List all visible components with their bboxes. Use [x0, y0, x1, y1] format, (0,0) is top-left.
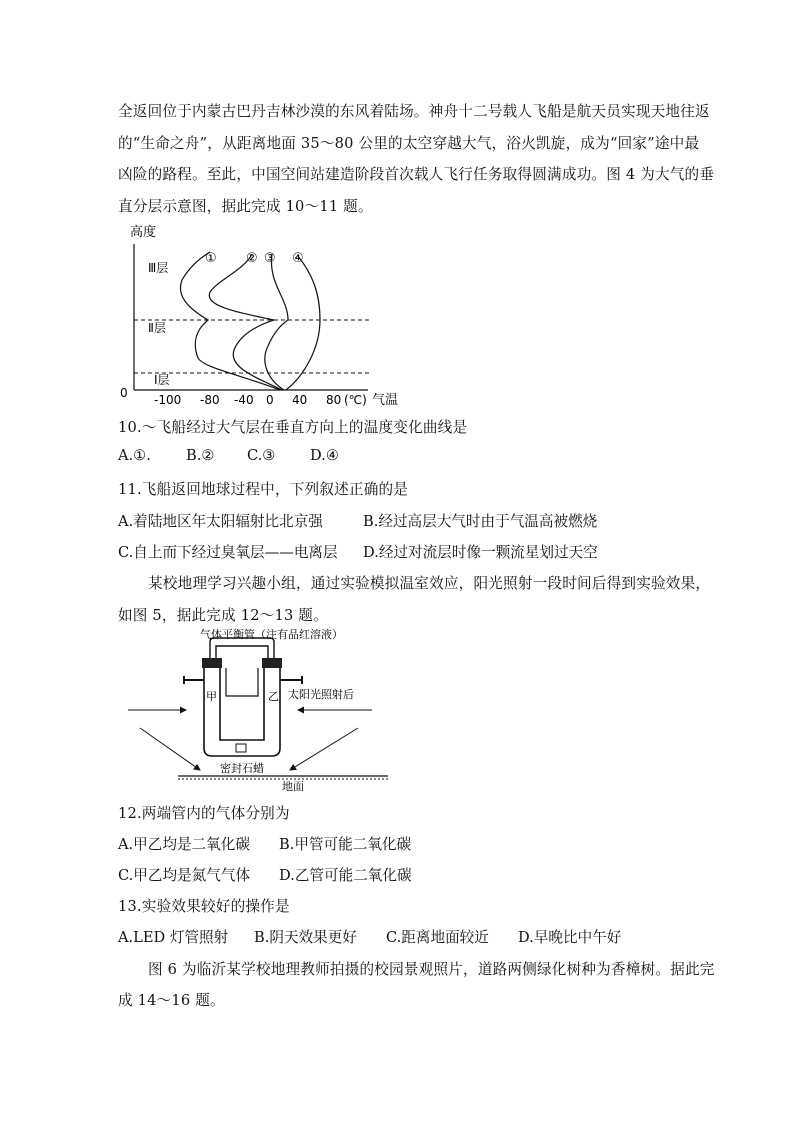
- x-tick-3: -40: [234, 393, 254, 407]
- wax-label: 密封石蜡: [220, 762, 264, 775]
- experiment-line-2: 如图 5，据此完成 12～13 题。: [118, 607, 328, 624]
- right-stopper: [262, 658, 282, 668]
- intro-line-4: 直分层示意图，据此完成 10～11 题。: [118, 198, 373, 215]
- sunlight-label: 太阳光照射后: [288, 688, 354, 701]
- temperature-curve-4: [286, 256, 320, 390]
- outro-line-1: 图 6 为临沂某学校地理教师拍摄的校园景观照片，道路两侧绿化树种为香樟树。据此完: [148, 961, 715, 978]
- x-tick-6: 80: [326, 393, 342, 407]
- light-arrow-right-diagonal: [290, 728, 358, 770]
- q11-option-b: B.经过高层大气时由于气温高被燃烧: [363, 513, 598, 530]
- q12-option-c: C.甲乙均是氮气气体: [118, 867, 251, 884]
- q11-stem: 11.飞船返回地球过程中，下列叙述正确的是: [118, 481, 409, 498]
- right-tube-label: 乙: [268, 690, 279, 703]
- balance-tube-label: 气体平衡管（注有品红溶液）: [200, 628, 343, 641]
- ground-label: 地面: [282, 780, 304, 793]
- intro-line-1: 全返回位于内蒙古巴丹吉林沙漠的东风着陆场。神舟十二号载人飞船是航天员实现天地往返: [118, 103, 710, 120]
- figure-5-experiment-diagram: [122, 624, 394, 794]
- q13-option-a: A.LED 灯管照射: [118, 929, 229, 946]
- x-axis-label: 气温: [372, 393, 399, 408]
- x-tick-4: 0: [266, 393, 274, 407]
- right-valve: [280, 676, 302, 684]
- origin-label: 0: [120, 386, 128, 400]
- q12-option-a: A.甲乙均是二氧化碳: [118, 836, 250, 853]
- temperature-curve-1: [180, 252, 280, 390]
- q11-option-d: D.经过对流层时像一颗流星划过天空: [363, 544, 598, 561]
- left-tube-label: 甲: [206, 690, 217, 703]
- balance-tube: [210, 638, 274, 660]
- q13-stem: 13.实验效果较好的操作是: [118, 898, 290, 915]
- intro-line-3: 凶险的路程。至此，中国空间站建造阶段首次载人飞行任务取得圆满成功。图 4 为大气的垂: [118, 166, 715, 183]
- experiment-line-1: 某校地理学习兴趣小组，通过实验模拟温室效应，阳光照射一段时间后得到实验效果，: [148, 575, 711, 592]
- q10-option-b: B.②: [186, 447, 215, 464]
- light-arrow-left-diagonal: [140, 728, 200, 770]
- curve-label-2: ②: [246, 251, 258, 266]
- q13-option-b: B.阴天效果更好: [254, 929, 357, 946]
- layer-3-label: Ⅲ层: [148, 261, 169, 275]
- x-tick-2: -80: [200, 393, 220, 407]
- q10-option-a: A.①.: [118, 447, 151, 464]
- q13-option-c: C.距离地面较近: [386, 929, 489, 946]
- x-tick-1: -100: [154, 393, 182, 407]
- left-valve: [184, 676, 204, 684]
- intro-line-2: 的“生命之舟”，从距离地面 35～80 公里的太空穿越大气，浴火凯旋，成为“回家”途中最: [118, 135, 700, 152]
- liquid-column: [226, 668, 258, 696]
- layer-2-label: Ⅱ层: [148, 321, 166, 335]
- q10-stem: 10.～飞船经过大气层在垂直方向上的温度变化曲线是: [118, 419, 468, 436]
- wax-seal: [236, 744, 246, 752]
- q13-option-d: D.早晚比中午好: [518, 929, 622, 946]
- curve-label-4: ④: [292, 251, 304, 266]
- x-tick-5: 40: [292, 393, 308, 407]
- outro-line-2: 成 14～16 题。: [118, 992, 225, 1009]
- left-stopper: [202, 658, 222, 668]
- q12-option-b: B.甲管可能二氧化碳: [279, 836, 412, 853]
- curve-label-1: ①: [205, 251, 217, 266]
- u-tube-outer: [204, 668, 280, 756]
- x-unit-label: (℃): [344, 393, 367, 407]
- q10-option-d: D.④: [310, 447, 339, 464]
- q11-option-a: A.着陆地区年太阳辐射比北京强: [118, 513, 323, 530]
- figure-4-atmosphere-diagram: [118, 222, 418, 408]
- q12-option-d: D.乙管可能二氧化碳: [279, 867, 412, 884]
- y-axis-label: 高度: [130, 225, 157, 240]
- q11-option-c: C.自上而下经过臭氧层——电离层: [118, 544, 338, 561]
- q12-stem: 12.两端管内的气体分别为: [118, 805, 290, 822]
- curve-label-3: ③: [264, 251, 276, 266]
- layer-1-label: Ⅰ层: [154, 373, 170, 387]
- q10-option-c: C.③: [247, 447, 276, 464]
